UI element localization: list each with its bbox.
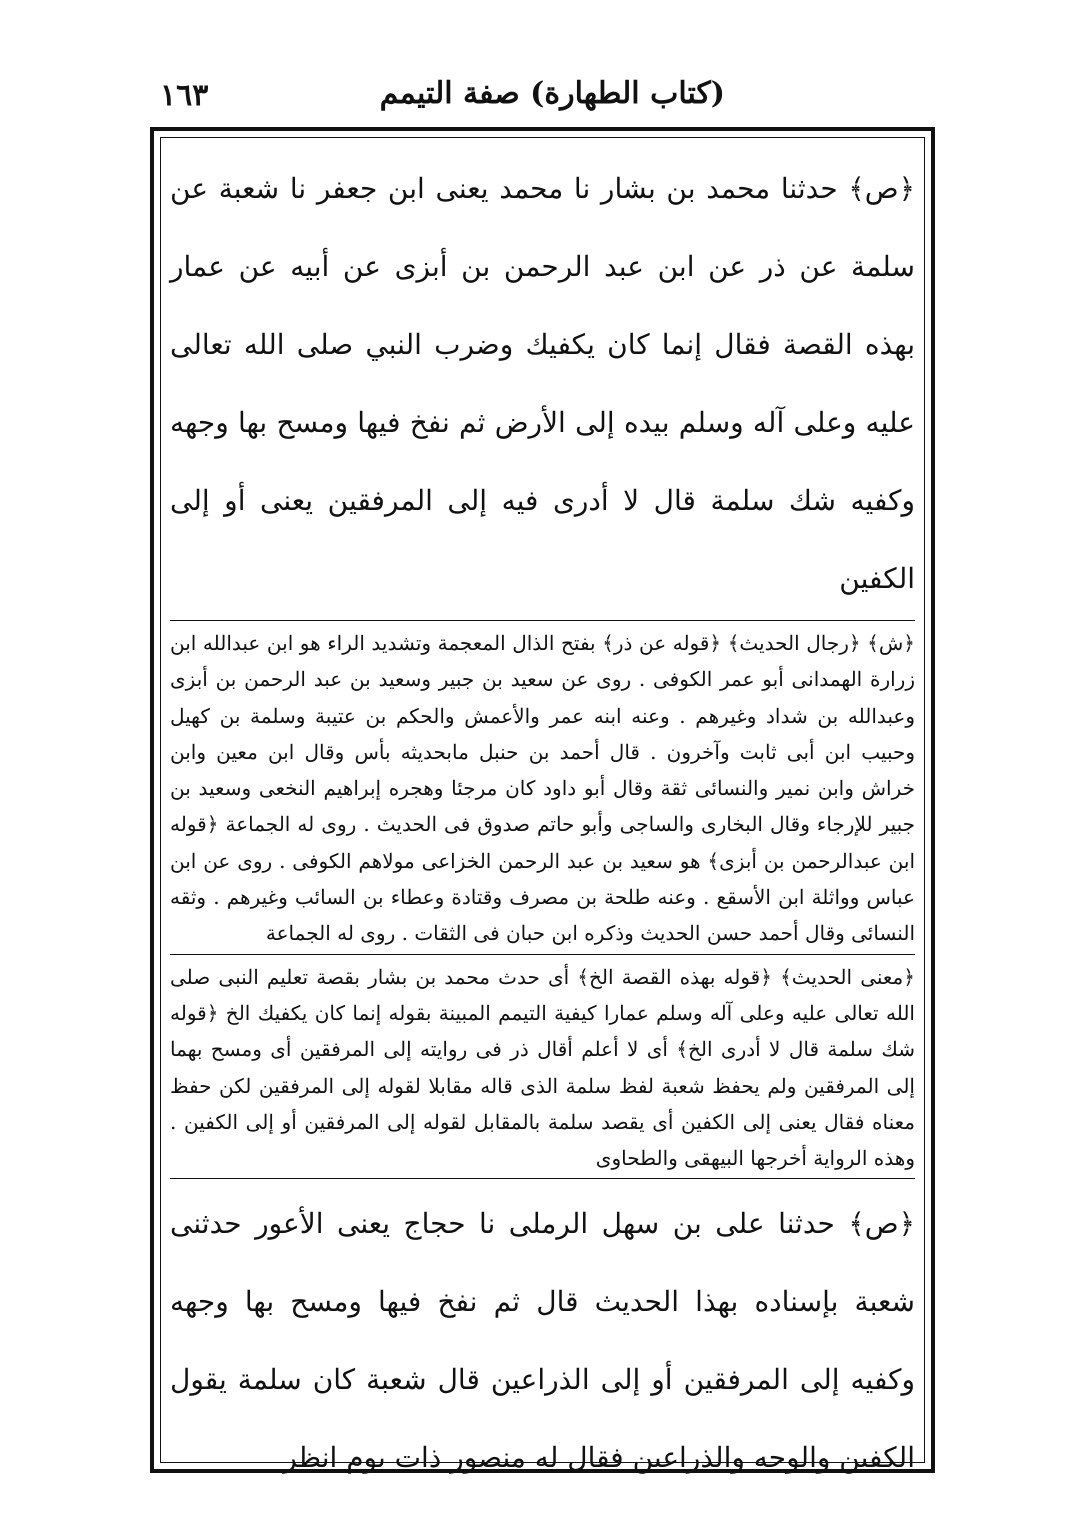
- section-divider: [170, 620, 915, 621]
- running-title: (كتاب الطهارة) صفة التيمم: [379, 76, 725, 111]
- commentary-meaning: ﴿معنى الحديث﴾ ﴿قوله بهذه القصة الخ﴾ أى حدث محمد بن بشار بقصة تعليم النبى صلى الله تعالى عليه وعلى آله وسلم عمارا كيفية التيمم المبينة بقوله إنما كان يكفيك الخ ﴿قوله شك سلمة قال لا أدرى الخ﴾ أى لا أعلم أقال ذر فى روايته إلى المرفقين أى ومسح بهما إلى المرفقين ولم يحفظ شعبة لفظ سلمة الذى قاله مقابلا لقوله إلى المرفقين لكن حفظ معناه فقال يعنى إلى الكفين أى يقصد سلمة بالمقابل لقوله إلى المرفقين أو إلى الكفين . وهذه الرواية أخرجها البيهقى والطحاوى: [170, 964, 915, 1171]
- hadith-text-1: ﴿ص﴾ حدثنا محمد بن بشار نا محمد يعنى ابن جعفر نا شعبة عن سلمة عن ذر عن ابن عبد الرحمن بن أبزى عن أبيه عن عمار بهذه القصة فقال إنما كان يكفيك وضرب النبي صلى الله تعالى عليه وعلى آله وسلم بيده إلى الأرض ثم نفخ فيها ومسح بها وجهه وكفيه شك سلمة قال لا أدرى فيه إلى المرفقين يعنى أو إلى الكفين: [170, 172, 915, 595]
- page-body: [170, 150, 915, 1497]
- page-number: ١٦٣: [160, 78, 209, 113]
- section-divider: [170, 954, 915, 955]
- commentary-narrators: ﴿ش﴾ ﴿رجال الحديث﴾ ﴿قوله عن ذر﴾ بفتح الذال المعجمة وتشديد الراء هو ابن عبدالله ابن زرارة الهمدانى أبو عمر الكوفى . روى عن سعيد بن جبير وسعيد بن عبد الرحمن بن أبزى وعبدالله بن شداد وغيرهم . وعنه ابنه عمر والأعمش والحكم بن عتيبة وسلمة بن كهيل وحبيب ابن أبى ثابت وآخرون . قال أحمد بن حنبل مابحديثه بأس وقال ابن معين وابن خراش وابن نمير والنسائى ثقة وقال أبو داود كان مرجئا وهجره إبراهيم النخعى وسعيد بن جبير للإرجاء وقال البخارى والساجى وأبو حاتم صدوق فى الحديث . روى له الجماعة ﴿قوله ابن عبدالرحمن بن أبزى﴾ هو سعيد بن عبد الرحمن الخزاعى مولاهم الكوفى . روى عن ابن عباس وواثلة ابن الأسقع . وعنه طلحة بن مصرف وقتادة وعطاء بن السائب وغيرهم . وثقه النسائى وقال أحمد حسن الحديث وذكره ابن حبان فى الثقات . روى له الجماعة: [170, 631, 915, 946]
- hadith-text-2: ﴿ص﴾ حدثنا على بن سهل الرملى نا حجاج يعنى الأعور حدثنى شعبة بإسناده بهذا الحديث قال ثم نفخ فيها ومسح بها وجهه وكفيه إلى المرفقين أو إلى الذراعين قال شعبة كان سلمة يقول الكفين والوجه والذراعين فقال له منصور ذات يوم انظر: [170, 1207, 915, 1475]
- section-divider: [170, 1178, 915, 1179]
- page-header: [160, 70, 950, 120]
